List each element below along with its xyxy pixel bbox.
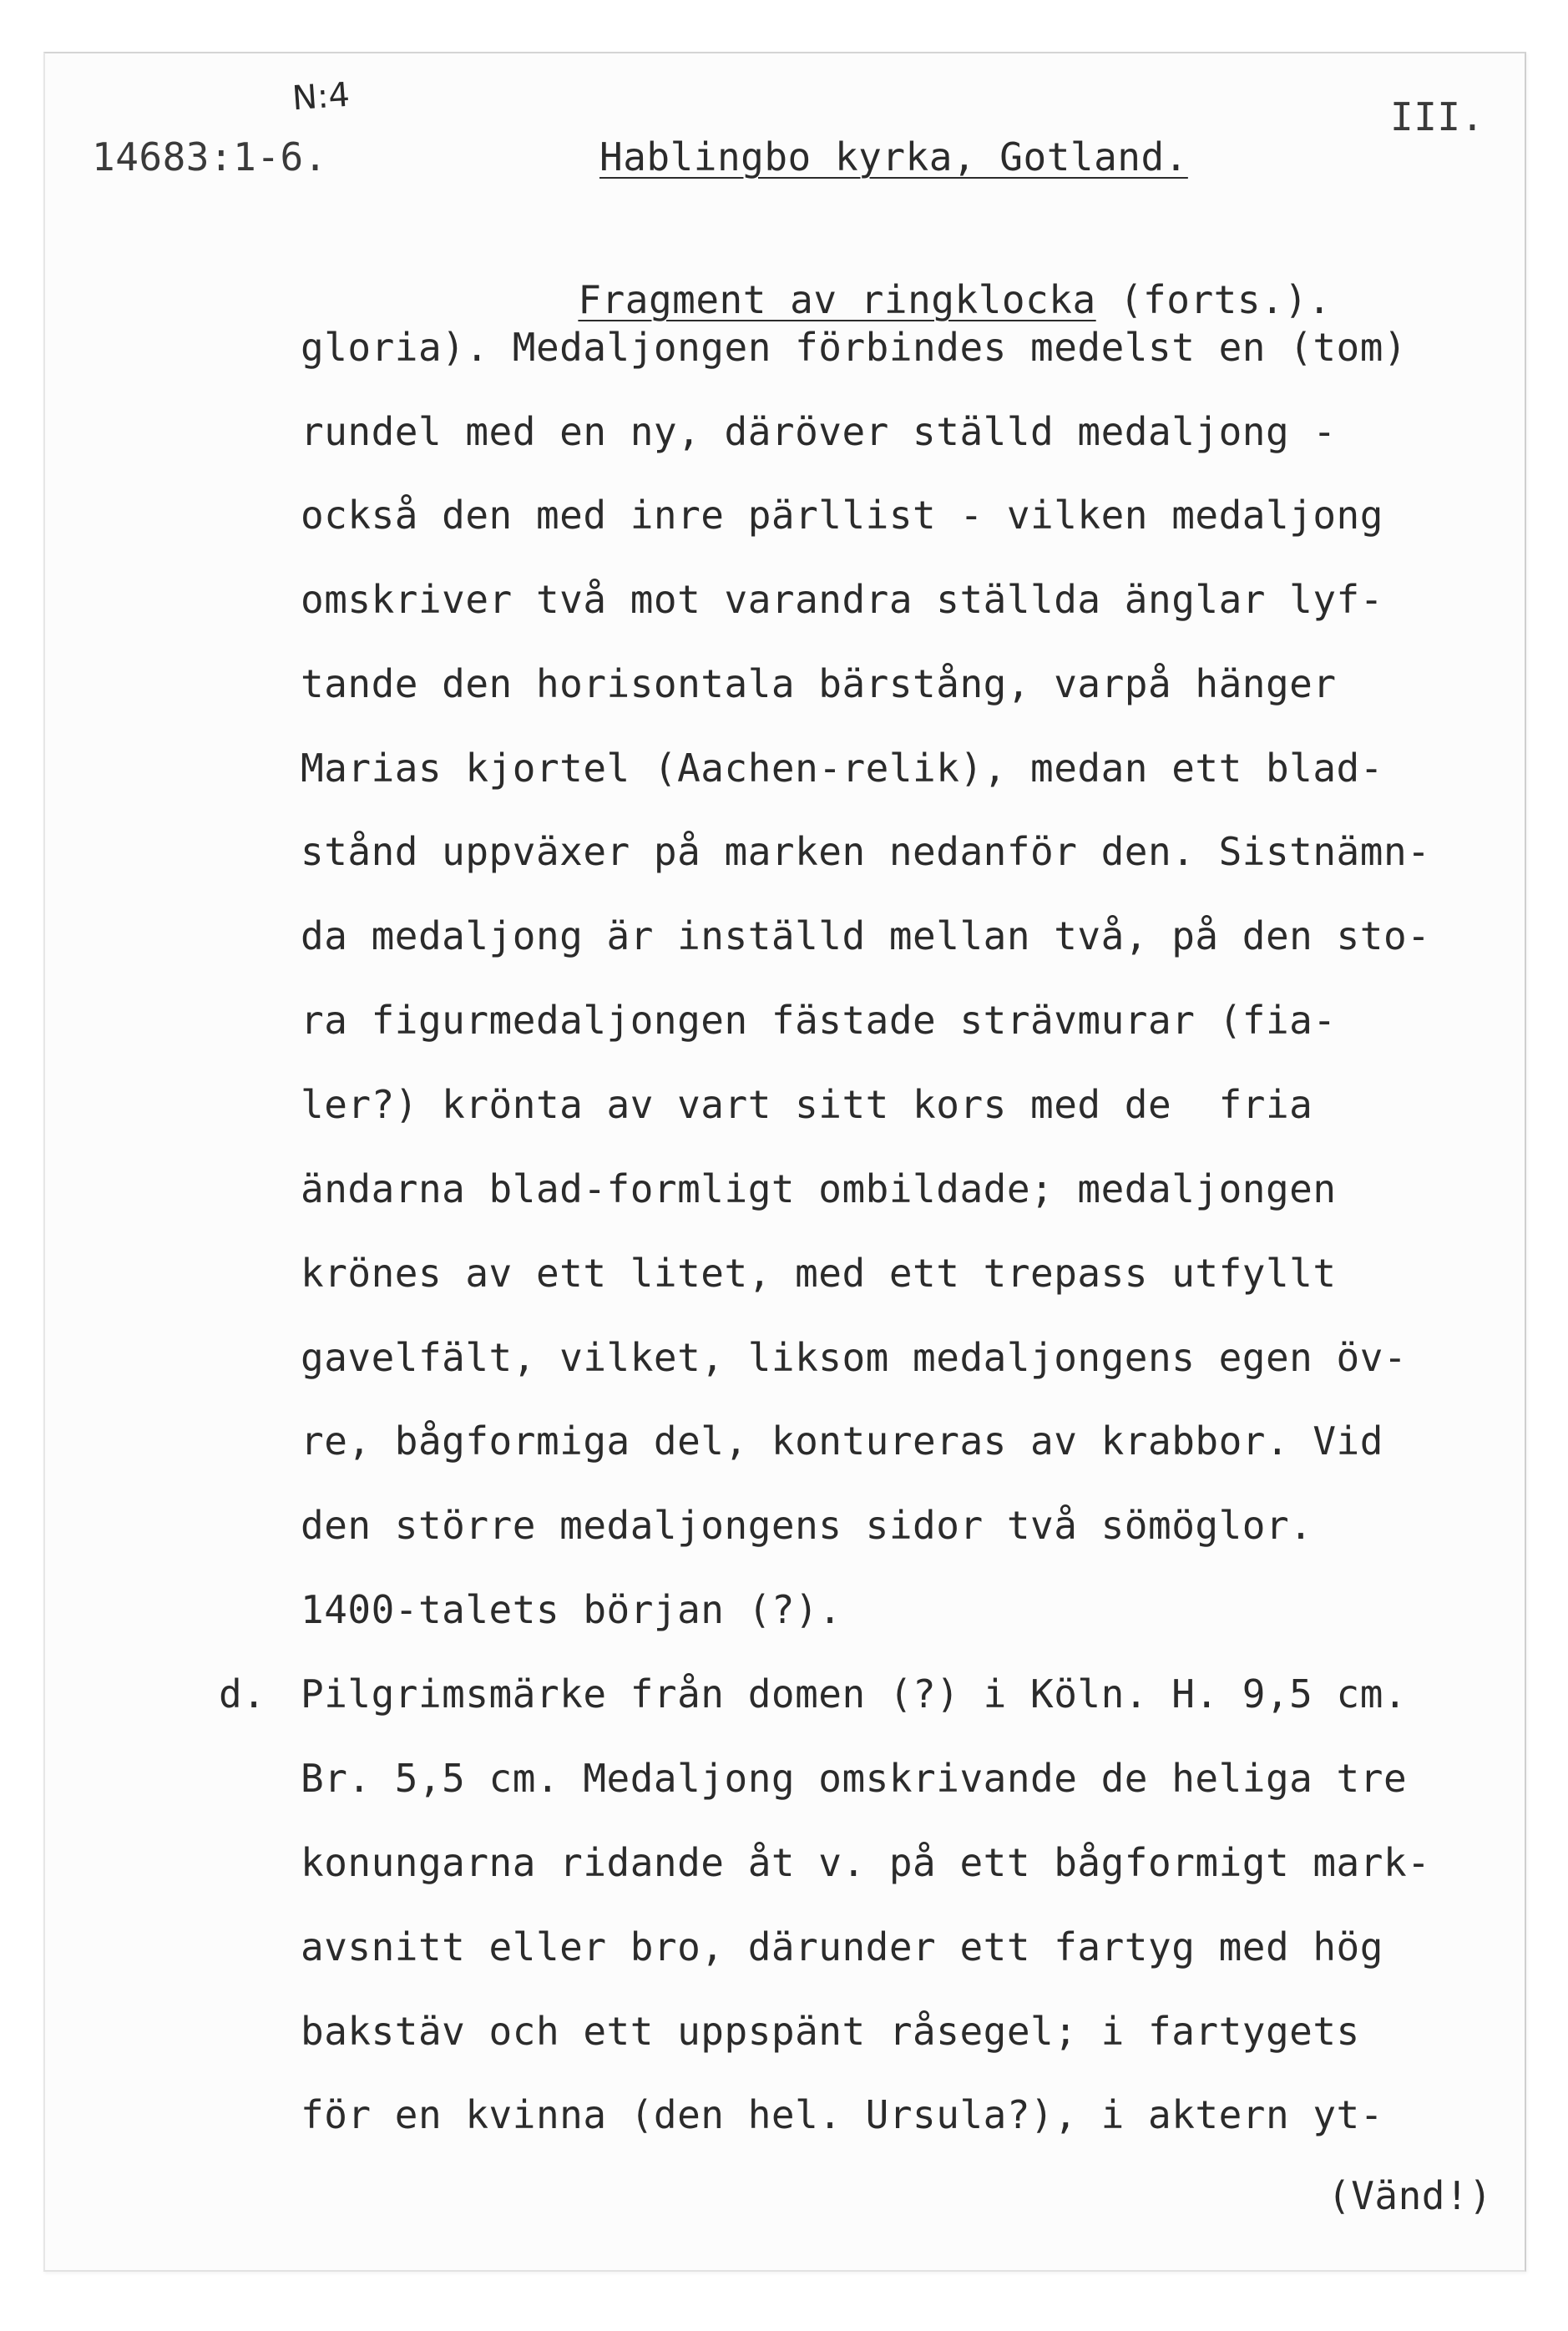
document-title: Hablingbo kyrka, Gotland. — [599, 134, 1188, 180]
list-item-line: bakstäv och ett uppspänt råsegel; i fartygets — [301, 2009, 1360, 2054]
page-number: III. — [1390, 94, 1485, 139]
body-line: re, bågformiga del, kontureras av krabbor. Vid — [301, 1418, 1383, 1464]
body-line: gavelfält, vilket, liksom medaljongens egen öv- — [301, 1335, 1408, 1380]
list-item-line: konungarna ridande åt v. på ett bågformigt mark- — [301, 1840, 1431, 1885]
body-line: stånd uppväxer på marken nedanför den. Sistnämn- — [301, 829, 1431, 874]
body-line: den större medaljongens sidor två sömöglor. — [301, 1503, 1313, 1548]
list-item-line: avsnitt eller bro, därunder ett fartyg med hög — [301, 1924, 1383, 1969]
body-line: omskriver två mot varandra ställda änglar lyf- — [301, 577, 1383, 622]
body-line: gloria). Medaljongen förbindes medelst en (tom) — [301, 325, 1408, 370]
body-line: också den med inre pärllist - vilken medaljong — [301, 493, 1383, 538]
turn-page-note: (Vänd!) — [1328, 2173, 1493, 2218]
subtitle-underlined: Fragment av ringklocka — [578, 277, 1096, 322]
list-item-line: Pilgrimsmärke från domen (?) i Köln. H. 9,5 cm. — [301, 1671, 1408, 1717]
list-item-line: för en kvinna (den hel. Ursula?), i aktern yt- — [301, 2092, 1383, 2137]
list-item-line: Br. 5,5 cm. Medaljong omskrivande de heliga tre — [301, 1756, 1408, 1801]
handwritten-number: N:4 — [291, 75, 352, 119]
body-line: ra figurmedaljongen fästade strävmurar (fia- — [301, 998, 1337, 1043]
body-line: da medaljong är inställd mellan två, på den sto- — [301, 913, 1431, 958]
body-line: ler?) krönta av vart sitt kors med de fria — [301, 1082, 1313, 1127]
subtitle-rest: (forts.). — [1095, 277, 1332, 322]
body-line: krönes av ett litet, med ett trepass utfyllt — [301, 1251, 1337, 1296]
catalog-number: 14683:1-6. — [92, 134, 327, 180]
body-line: Marias kjortel (Aachen-relik), medan ett blad- — [301, 746, 1383, 791]
section-subtitle — [531, 242, 1332, 322]
list-item-marker: d. — [219, 1671, 266, 1717]
body-line: 1400-talets början (?). — [301, 1587, 842, 1632]
body-line: ändarna blad-formligt ombildade; medaljongen — [301, 1166, 1337, 1211]
body-line: rundel med en ny, däröver ställd medaljong - — [301, 409, 1337, 454]
body-line: tande den horisontala bärstång, varpå hänger — [301, 661, 1337, 706]
